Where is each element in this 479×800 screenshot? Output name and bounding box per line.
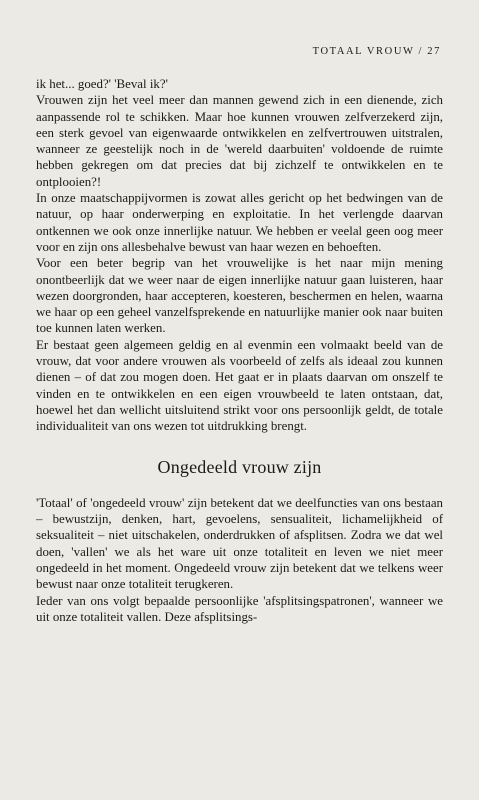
- paragraph: Vrouwen zijn het veel meer dan mannen gewend zich in een dienende, zich aanpassende rol te schikken. Maar hoe kunnen vrouwen zelfverzekerd zijn, een sterk gevoel van eigenwaarde ontwikkelen en zelfvertrouwen uitstralen, wanneer ze geestelijk noch in de 'wereld daarbuiten' voldoende de ruimte hebben gekregen om dat precies dat bij zichzelf te ontwikkelen en te ontplooien?!: [36, 93, 443, 189]
- paragraph: In onze maatschappijvormen is zowat alles gericht op het bedwingen van de natuur, op haar onderwerping en exploitatie. In het verlengde daarvan ontkennen we ook onze innerlijke natuur. We hebben er veelal geen oog meer voor en zijn ons allesbehalve bewust van haar wezen en behoeften.: [36, 191, 443, 254]
- paragraph: 'Totaal' of 'ongedeeld vrouw' zijn betekent dat we deelfuncties van ons bestaan – bewustzijn, denken, hart, gevoelens, sensualiteit, lichamelijkheid of seksualiteit – niet uitschakelen, onderdrukken of afsplitsen. Zodra we dat wel doen, 'vallen' we als het ware uit onze totaliteit en leven we niet meer ongedeeld in het moment. Ongedeeld vrouw zijn betekent dat we telkens weer bewust naar onze totaliteit terugkeren.: [36, 495, 443, 592]
- running-head: TOTAAL VROUW / 27: [312, 46, 441, 57]
- paragraph: Voor een beter begrip van het vrouwelijke is het naar mijn mening onontbeerlijk dat we weer naar de eigen innerlijke natuur gaan luisteren, haar wezen doorgronden, haar accepteren, koesteren, beschermen en helen, waarna we haar op een geheel vanzelfsprekende en natuurlijke manier ook naar buiten toe kunnen laten werken.: [36, 256, 443, 336]
- paragraph: ik het... goed?' 'Beval ik?': [36, 77, 168, 91]
- paragraph: Ieder van ons volgt bepaalde persoonlijke 'afsplitsingspatronen', wanneer we uit onze totaliteit vallen. Deze afsplitsings-: [36, 593, 443, 624]
- paragraph: Er bestaat geen algemeen geldig en al evenmin een volmaakt beeld van de vrouw, dat voor andere vrouwen als voorbeeld of zelfs als ideaal zou kunnen dienen – of dat zou mogen doen. Het gaat er in plaats daarvan om onszelf te vinden en te ontwikkelen en een eigen vrouwbeeld te laten ontstaan, dat, hoewel het dan wellicht uitsluitend strikt voor ons persoonlijk geldt, de totale individualiteit van ons wezen tot uitdrukking brengt.: [36, 337, 443, 434]
- page-body: [36, 76, 443, 625]
- section-title: Ongedeeld vrouw zijn: [157, 456, 322, 477]
